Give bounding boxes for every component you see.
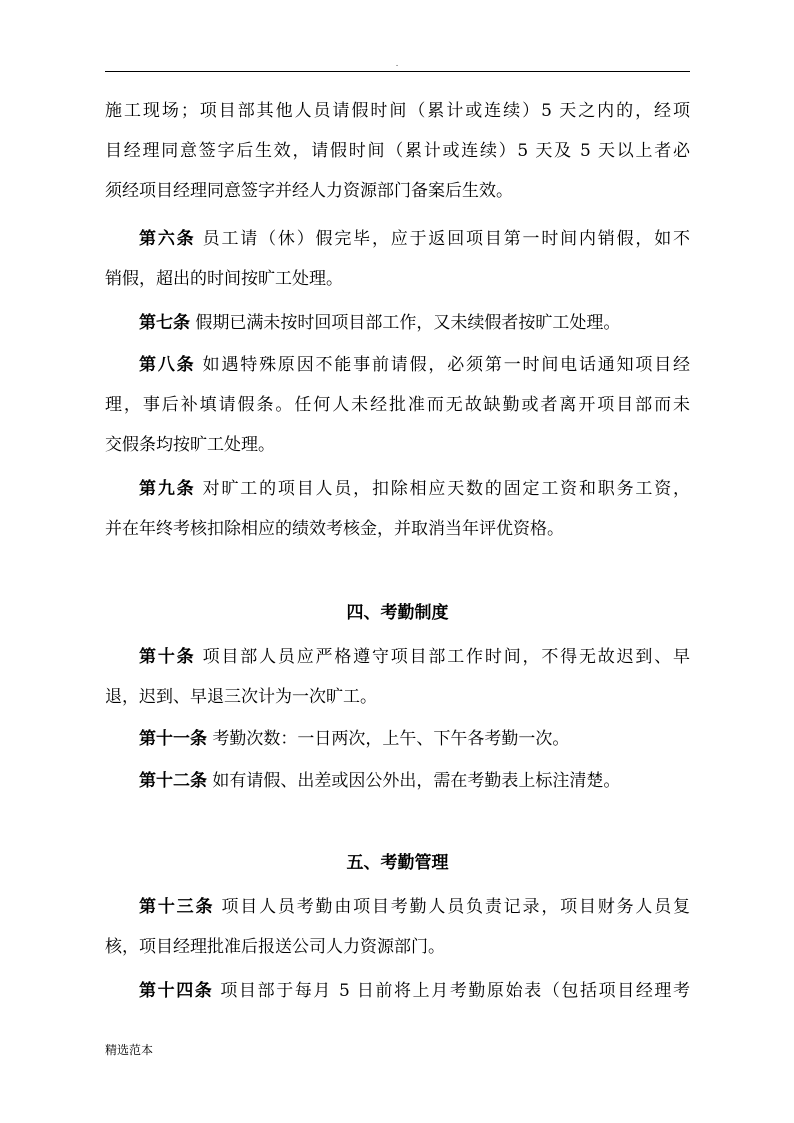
article-number: 第十二条 [139, 771, 207, 791]
paragraph-line: 施工现场；项目部其他人员请假时间（累计或连续）5 天之内的，经项 [105, 101, 690, 121]
article-text: 项目部于每月 5 日前将上月考勤原始表（包括项目经理考 [220, 981, 690, 1001]
article-text: 如遇特殊原因不能事前请假，必须第一时间电话通知项目经 [202, 355, 690, 375]
article-number: 第十一条 [139, 729, 207, 749]
article-text: 假期已满未按时回项目部工作，又未续假者按旷工处理。 [195, 313, 621, 333]
article-14-line-1 [139, 977, 690, 1005]
article-12-line-1 [139, 767, 690, 795]
article-8-line-3: 交假条均按旷工处理。 [105, 435, 275, 455]
header-mark: . [395, 59, 399, 68]
article-number: 第十四条 [139, 981, 214, 1001]
footer-label: 精选范本 [105, 1043, 154, 1057]
article-number: 第六条 [139, 229, 196, 249]
article-10-line-1 [139, 643, 690, 671]
article-8-line-1 [139, 351, 690, 379]
article-text: 考勤次数：一日两次，上午、下午各考勤一次。 [212, 729, 570, 749]
article-10-line-2: 退，迟到、早退三次计为一次旷工。 [105, 687, 377, 707]
article-number: 第十条 [139, 647, 196, 667]
article-text: 如有请假、出差或因公外出，需在考勤表上标注清楚。 [212, 771, 621, 791]
paragraph-line: 目经理同意签字后生效，请假时间（累计或连续）5 天及 5 天以上者必 [105, 141, 690, 161]
article-9-line-1 [139, 475, 690, 503]
article-text: 对旷工的项目人员，扣除相应天数的固定工资和职务工资， [202, 479, 690, 499]
article-13-line-1 [139, 893, 690, 921]
section-heading: 五、考勤管理 [346, 853, 449, 873]
article-number: 第七条 [139, 313, 190, 333]
article-number: 第九条 [139, 479, 196, 499]
section-heading: 四、考勤制度 [346, 603, 449, 623]
article-number: 第八条 [139, 355, 196, 375]
header-rule [105, 71, 690, 72]
article-9-line-2: 并在年终考核扣除相应的绩效考核金，并取消当年评优资格。 [105, 519, 564, 539]
article-text: 项目部人员应严格遵守项目部工作时间，不得无故迟到、早 [202, 647, 690, 667]
article-13-line-2: 核，项目经理批准后报送公司人力资源部门。 [105, 937, 445, 957]
article-text: 项目人员考勤由项目考勤人员负责记录，项目财务人员复 [221, 897, 690, 917]
article-6-line-1 [139, 225, 690, 253]
article-number: 第十三条 [139, 897, 215, 917]
article-8-line-2: 理，事后补填请假条。任何人未经批准而无故缺勤或者离开项目部而未 [105, 395, 690, 415]
article-text: 员工请（休）假完毕，应于返回项目第一时间内销假，如不 [202, 229, 690, 249]
article-7-line-1 [139, 309, 690, 337]
paragraph-line: 须经项目经理同意签字并经人力资源部门备案后生效。 [105, 181, 513, 201]
article-11-line-1 [139, 725, 690, 753]
article-6-line-2: 销假，超出的时间按旷工处理。 [105, 269, 343, 289]
